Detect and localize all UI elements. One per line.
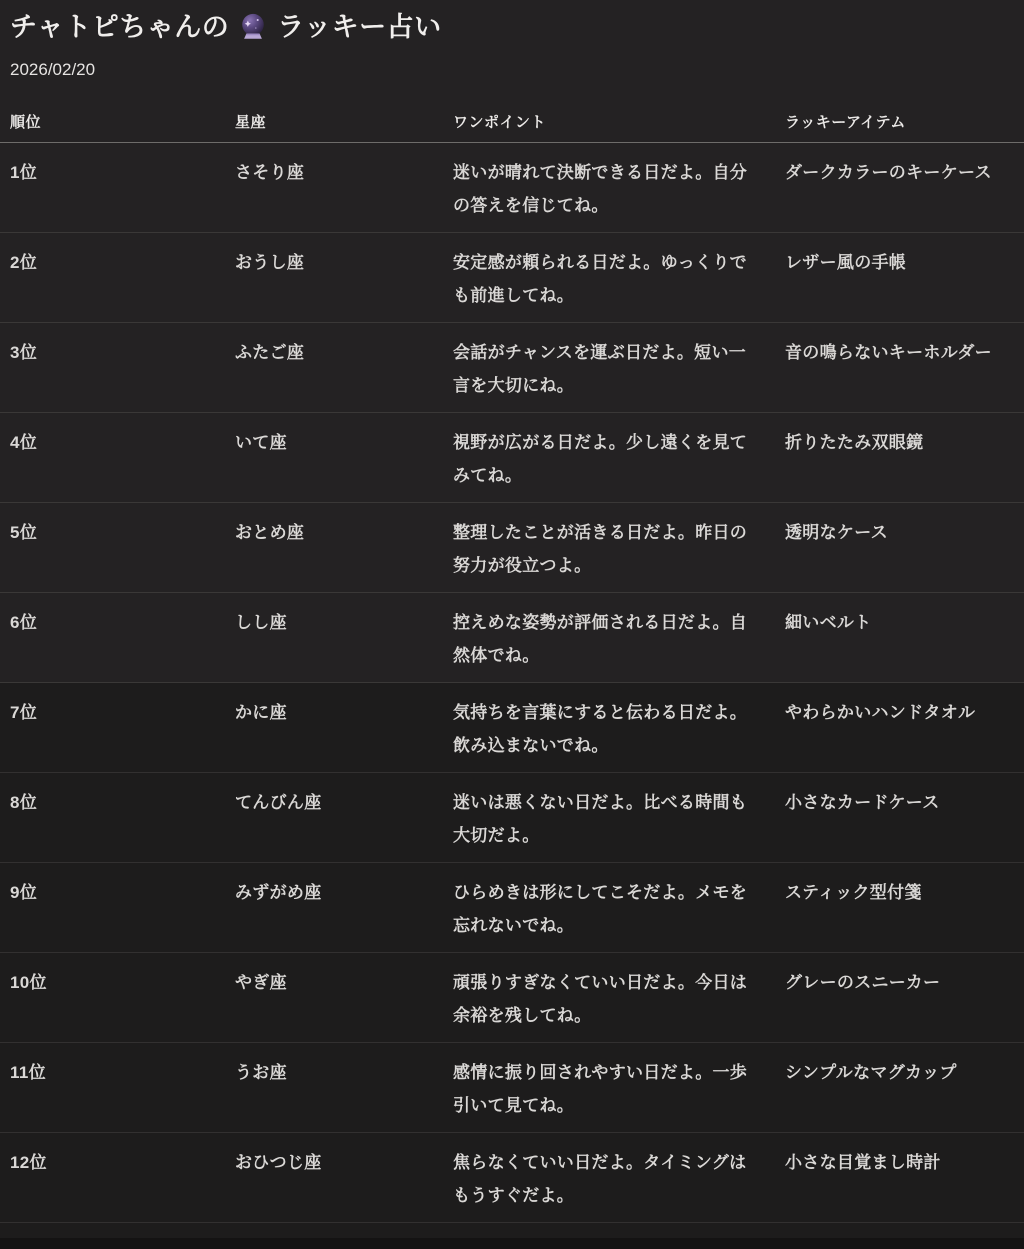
sign-cell: かに座 [235,703,287,722]
table-body [0,143,1024,1223]
header-rank: 順位 [10,114,42,131]
bottom-band [0,1238,1024,1249]
page-title-prefix: チャトピちゃんの [10,12,230,42]
point-cell: 焦らなくていい日だよ。タイミングはもうすぐだよ。 [453,1153,747,1205]
rank-cell: 7位 [10,703,38,722]
rank-cell: 8位 [10,793,38,812]
sign-cell: さそり座 [235,163,305,182]
table-row [0,143,1024,233]
footer-spacer [0,1223,1024,1238]
point-cell: 頑張りすぎなくていい日だよ。今日は余裕を残してね。 [453,973,748,1025]
rank-cell: 10位 [10,973,47,992]
sign-cell: おうし座 [235,253,305,272]
table-row [0,503,1024,593]
rank-cell: 3位 [10,343,38,362]
item-cell: シンプルなマグカップ [785,1063,957,1082]
rank-cell: 2位 [10,253,38,272]
table-row [0,863,1024,953]
point-cell: 控えめな姿勢が評価される日だよ。自然体でね。 [453,613,748,665]
rank-cell: 6位 [10,613,38,632]
sign-cell: やぎ座 [235,973,287,992]
table-row [0,233,1024,323]
rank-cell: 5位 [10,523,38,542]
item-cell: 音の鳴らないキーホルダー [785,343,992,362]
table-row [0,1043,1024,1133]
table-row [0,953,1024,1043]
point-cell: ひらめきは形にしてこそだよ。メモを忘れないでね。 [453,883,748,935]
table-row [0,683,1024,773]
point-cell: 会話がチャンスを運ぶ日だよ。短い一言を大切にね。 [453,343,747,395]
rank-cell: 9位 [10,883,38,902]
header-point: ワンポイント [453,114,547,131]
rank-cell: 11位 [10,1063,46,1082]
item-cell: スティック型付箋 [785,883,922,902]
table-row [0,773,1024,863]
sign-cell: てんびん座 [235,793,322,812]
sign-cell: みずがめ座 [235,883,322,902]
point-cell: 視野が広がる日だよ。少し遠くを見てみてね。 [453,433,748,485]
sign-cell: いて座 [235,433,287,452]
sign-cell: しし座 [235,613,287,632]
item-cell: レザー風の手帳 [785,253,907,272]
point-cell: 感情に振り回されやすい日だよ。一歩引いて見てね。 [453,1063,748,1115]
table-row [0,413,1024,503]
header-sign: 星座 [235,114,267,131]
point-cell: 迷いは悪くない日だよ。比べる時間も大切だよ。 [453,793,748,845]
item-cell: ダークカラーのキーケース [785,163,992,182]
sign-cell: うお座 [235,1063,287,1082]
point-cell: 整理したことが活きる日だよ。昨日の努力が役立つよ。 [453,523,748,575]
page-header [0,0,1024,99]
table-header-row [0,99,1024,143]
rank-cell: 1位 [10,163,38,182]
item-cell: 小さな目覚まし時計 [785,1153,941,1172]
table-row [0,1133,1024,1223]
sign-cell: おとめ座 [235,523,305,542]
crystal-ball-icon [238,12,268,42]
point-cell: 迷いが晴れて決断できる日だよ。自分の答えを信じてね。 [453,163,748,215]
rank-cell: 12位 [10,1153,47,1172]
point-cell: 気持ちを言葉にすると伝わる日だよ。飲み込まないでね。 [453,703,748,755]
item-cell: 細いベルト [785,613,872,632]
item-cell: 透明なケース [785,523,888,542]
page-title-suffix: ラッキー占い [277,12,442,42]
page-title [10,10,1014,44]
rank-cell: 4位 [10,433,38,452]
page-date: 2026/02/20 [10,60,96,79]
sign-cell: おひつじ座 [235,1153,322,1172]
table-row [0,593,1024,683]
sign-cell: ふたご座 [235,343,305,362]
item-cell: 小さなカードケース [785,793,940,812]
table-row [0,323,1024,413]
point-cell: 安定感が頼られる日だよ。ゆっくりでも前進してね。 [453,253,747,305]
item-cell: グレーのスニーカー [785,973,941,992]
item-cell: やわらかいハンドタオル [785,703,976,722]
item-cell: 折りたたみ双眼鏡 [785,433,924,452]
header-item: ラッキーアイテム [785,114,906,131]
